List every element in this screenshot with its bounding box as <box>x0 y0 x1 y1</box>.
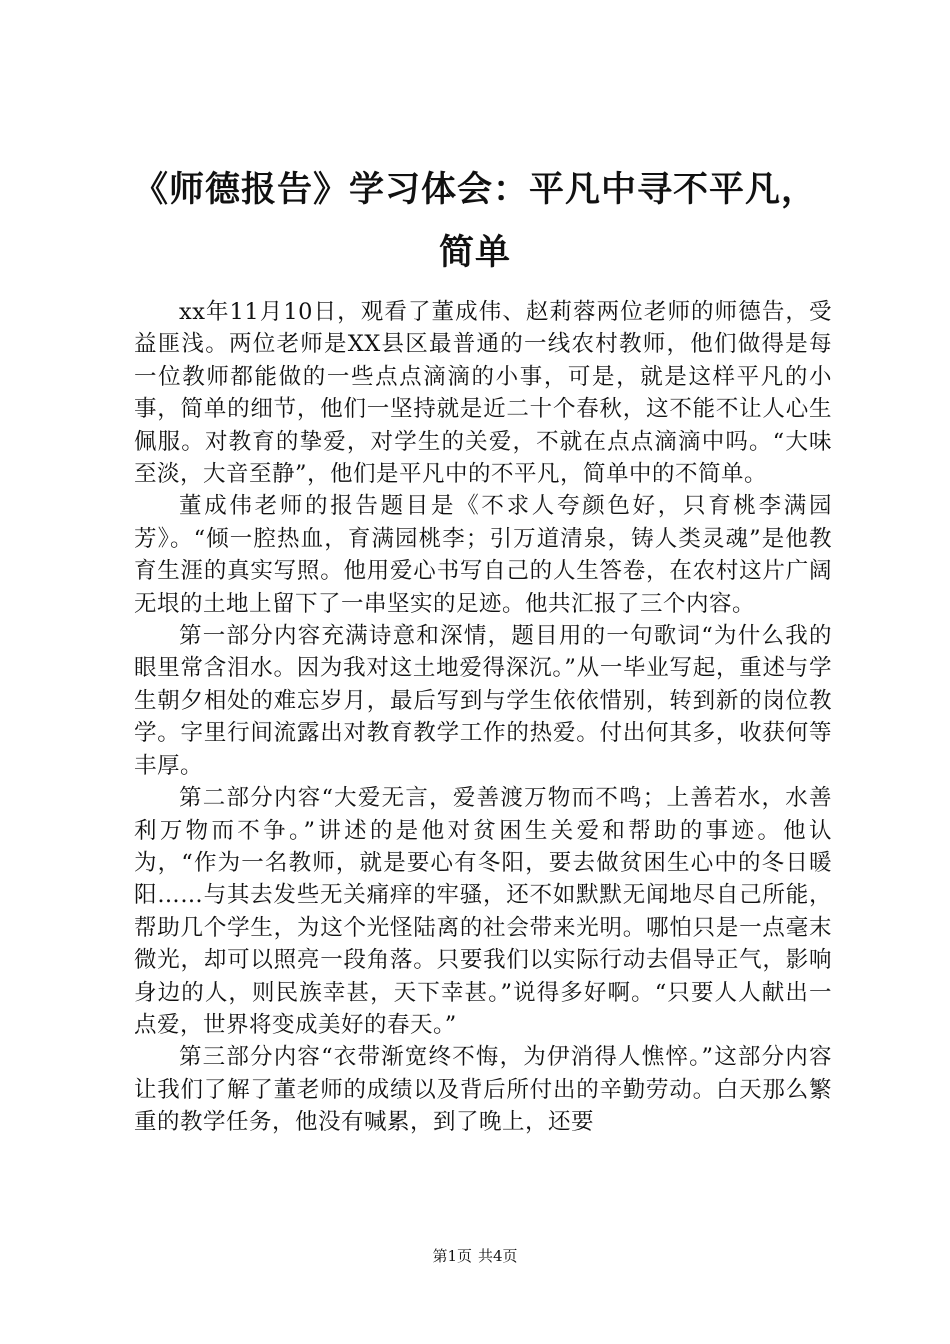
paragraph: 第三部分内容“衣带渐宽终不悔，为伊消得人憔悴。”这部分内容让我们了解了董老师的成绩以及背后所付出的辛勤劳动。白天那么繁重的教学任务，他没有喊累，到了晚上，还要 <box>134 1044 832 1136</box>
paragraph: 董成伟老师的报告题目是《不求人夸颜色好，只育桃李满园芳》。“倾一腔热血，育满园桃李；引万道清泉，铸人类灵魂”是他教育生涯的真实写照。他用爱心书写自己的人生答卷，在农村这片广阔无垠的土地上留下了一串坚实的足迹。他共汇报了三个内容。 <box>134 493 832 617</box>
page-footer <box>0 1246 950 1266</box>
page-total: 共4页 <box>478 1247 518 1265</box>
paragraph: 第二部分内容“大爱无言，爱善渡万物而不鸣；上善若水，水善利万物而不争。”讲述的是他对贫困生关爱和帮助的事迹。他认为，“作为一名教师，就是要心有冬阳，要去做贫困生心中的冬日暖阳……与其去发些无关痛痒的牢骚，还不如默默无闻地尽自己所能，帮助几个学生，为这个光怪陆离的社会带来光明。哪怕只是一点毫末微光，却可以照亮一段角落。只要我们以实际行动去倡导正气，影响身边的人，则民族幸甚，天下幸甚。”说得多好啊。“只要人人献出一点爱，世界将变成美好的春天。” <box>134 785 832 1038</box>
document-body <box>134 296 832 1139</box>
document-title: 《师德报告》学习体会：平凡中寻不平凡，简单 <box>132 169 817 273</box>
paragraph: xx年11月10日，观看了董成伟、赵莉蓉两位老师的师德告，受益匪浅。两位老师是XX县区最普通的一线农村教师，他们做得是每一位教师都能做的一些点点滴滴的小事，可是，就是这样平凡的小事，简单的细节，他们一坚持就是近二十个春秋，这不能不让人心生佩服。对教育的挚爱，对学生的关爱，不就在点点滴滴中吗。“大味至淡，大音至静”，他们是平凡中的不平凡，简单中的不简单。 <box>134 299 832 488</box>
paragraph: 第一部分内容充满诗意和深情，题目用的一句歌词“为什么我的眼里常含泪水。因为我对这土地爱得深沉。”从一毕业写起，重述与学生朝夕相处的难忘岁月，最后写到与学生依依惜别，转到新的岗位教学。字里行间流露出对教育教学工作的热爱。付出何其多，收获何等丰厚。 <box>134 623 832 779</box>
page-number: 第1页 <box>432 1247 472 1265</box>
